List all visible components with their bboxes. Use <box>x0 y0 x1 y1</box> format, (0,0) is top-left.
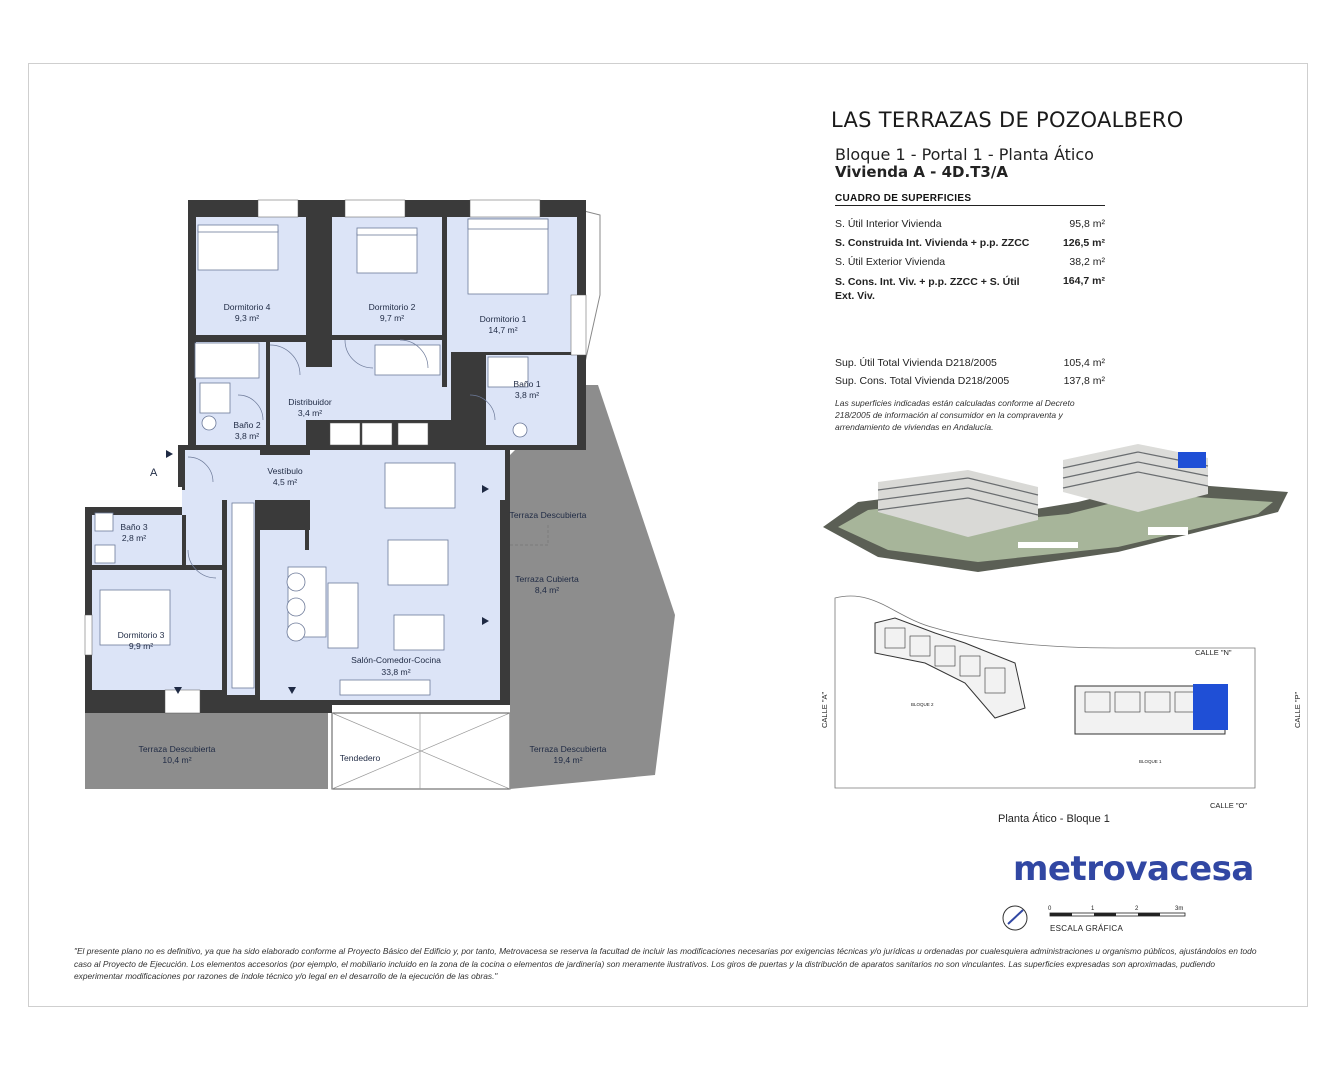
surface-label: S. Útil Exterior Vivienda <box>835 256 946 268</box>
scale-tick: 0 <box>1048 906 1052 912</box>
room-area: 9,7 m² <box>379 313 405 323</box>
street-label: CALLE "O" <box>1210 801 1248 810</box>
room-area: 9,3 m² <box>234 313 260 323</box>
room-area: 3,8 m² <box>234 431 260 441</box>
room-name: Tendedero <box>339 753 381 763</box>
room-area: 9,9 m² <box>128 641 154 651</box>
room-name: Distribuidor <box>288 397 332 407</box>
total-value: 137,8 m² <box>1063 375 1105 387</box>
room-name: Terraza Descubierta <box>138 744 216 754</box>
street-label: CALLE "N" <box>1195 648 1232 657</box>
scale-tick: 1 <box>1091 906 1095 912</box>
room-area: 10,4 m² <box>162 755 192 765</box>
room-area: 3,4 m² <box>297 408 323 418</box>
divider <box>835 205 1105 206</box>
entry-label: A <box>150 467 158 479</box>
scale-caption: ESCALA GRÁFICA <box>1050 924 1124 933</box>
floor-plan <box>70 195 710 805</box>
room-name: Terraza Descubierta <box>509 510 587 520</box>
room-name: Dormitorio 1 <box>479 314 527 324</box>
room-area: 19,4 m² <box>553 755 583 765</box>
room-area: 14,7 m² <box>488 325 518 335</box>
street-label: CALLE "A" <box>820 691 829 728</box>
room-area: 8,4 m² <box>534 585 560 595</box>
graphic-scale <box>998 900 1198 940</box>
scale-tick: 3m <box>1175 906 1184 912</box>
project-title: LAS TERRAZAS DE POZOALBERO <box>831 108 1184 132</box>
room-area: 4,5 m² <box>272 477 298 487</box>
street-label: CALLE "P" <box>1293 691 1302 728</box>
room-area: 2,8 m² <box>121 533 147 543</box>
surfaces-title: CUADRO DE SUPERFICIES <box>835 193 972 204</box>
room-name: Vestíbulo <box>267 466 303 476</box>
room-name: Salón-Comedor-Cocina <box>351 655 441 665</box>
surface-label: S. Cons. Int. Viv. + p.p. ZZCC + S. Útil Ext. Viv. <box>835 276 1020 302</box>
surface-label: S. Útil Interior Vivienda <box>835 218 942 230</box>
key-plan-caption: Planta Ático - Bloque 1 <box>998 813 1110 825</box>
room-name: Dormitorio 3 <box>117 630 165 640</box>
room-area: 33,8 m² <box>381 667 411 677</box>
surface-value: 164,7 m² <box>1062 275 1105 287</box>
site-key-plan <box>815 588 1315 810</box>
building-render-image <box>818 432 1293 577</box>
total-label: Sup. Útil Total Vivienda D218/2005 <box>835 357 997 369</box>
scale-tick: 2 <box>1135 906 1139 912</box>
room-name: Terraza Descubierta <box>529 744 607 754</box>
legal-disclaimer: "El presente plano no es definitivo, ya que ha sido elaborado conforme al Proyecto Básico del Edificio y, por tanto, Metrovacesa se reserva la facultad de incluir las modificaciones necesarias por exigencias técnicas y/o jurídicas u ordenadas por cualesquiera administraciones u organismo públicos, ajustándolos en todo caso al Proyecto de Ejecución. Los elementos accesorios (por ejemplo, el mobiliario incluido en la zona de la cocina o elementos de jardinería) son meramente ilustrativos. Los giros de puertas y la distribución de aparatos sanitarios no son vinculantes. Las superficies expresadas son aproximadas, pudiendo experimentar modificaciones por razones de índole técnico y/o legal en el desarrollo de la ejecución de las obras." <box>74 946 1257 981</box>
room-name: Baño 3 <box>120 522 148 532</box>
block-label: BLOQUE 1 <box>1139 759 1162 764</box>
surface-row <box>835 275 1105 305</box>
terrace-covered <box>510 455 562 690</box>
room-name: Dormitorio 2 <box>368 302 416 312</box>
highlighted-unit <box>1193 684 1228 730</box>
surfaces-note: Las superficies indicadas están calculadas conforme al Decreto 218/2005 de información al consumidor en la compraventa y arrendamiento de viviendas en Andalucía. <box>835 398 1075 432</box>
surface-label: S. Construida Int. Vivienda + p.p. ZZCC <box>835 237 1030 249</box>
unit-subtitle: Vivienda A - 4D.T3/A <box>835 163 1008 181</box>
surface-value: 38,2 m² <box>1069 256 1105 268</box>
total-label: Sup. Cons. Total Vivienda D218/2005 <box>835 375 1010 387</box>
room-area: 3,8 m² <box>514 390 540 400</box>
metrovacesa-logo: metrovacesa <box>1013 849 1254 889</box>
room-name: Baño 2 <box>233 420 261 430</box>
room-name: Terraza Cubierta <box>515 574 579 584</box>
total-value: 105,4 m² <box>1063 357 1105 369</box>
surface-value: 95,8 m² <box>1069 218 1105 230</box>
room-name: Dormitorio 4 <box>223 302 271 312</box>
block-label: BLOQUE 2 <box>911 702 934 707</box>
room-name: Baño 1 <box>513 379 541 389</box>
building-subtitle: Bloque 1 - Portal 1 - Planta Ático <box>835 145 1094 164</box>
surface-value: 126,5 m² <box>1062 237 1105 249</box>
